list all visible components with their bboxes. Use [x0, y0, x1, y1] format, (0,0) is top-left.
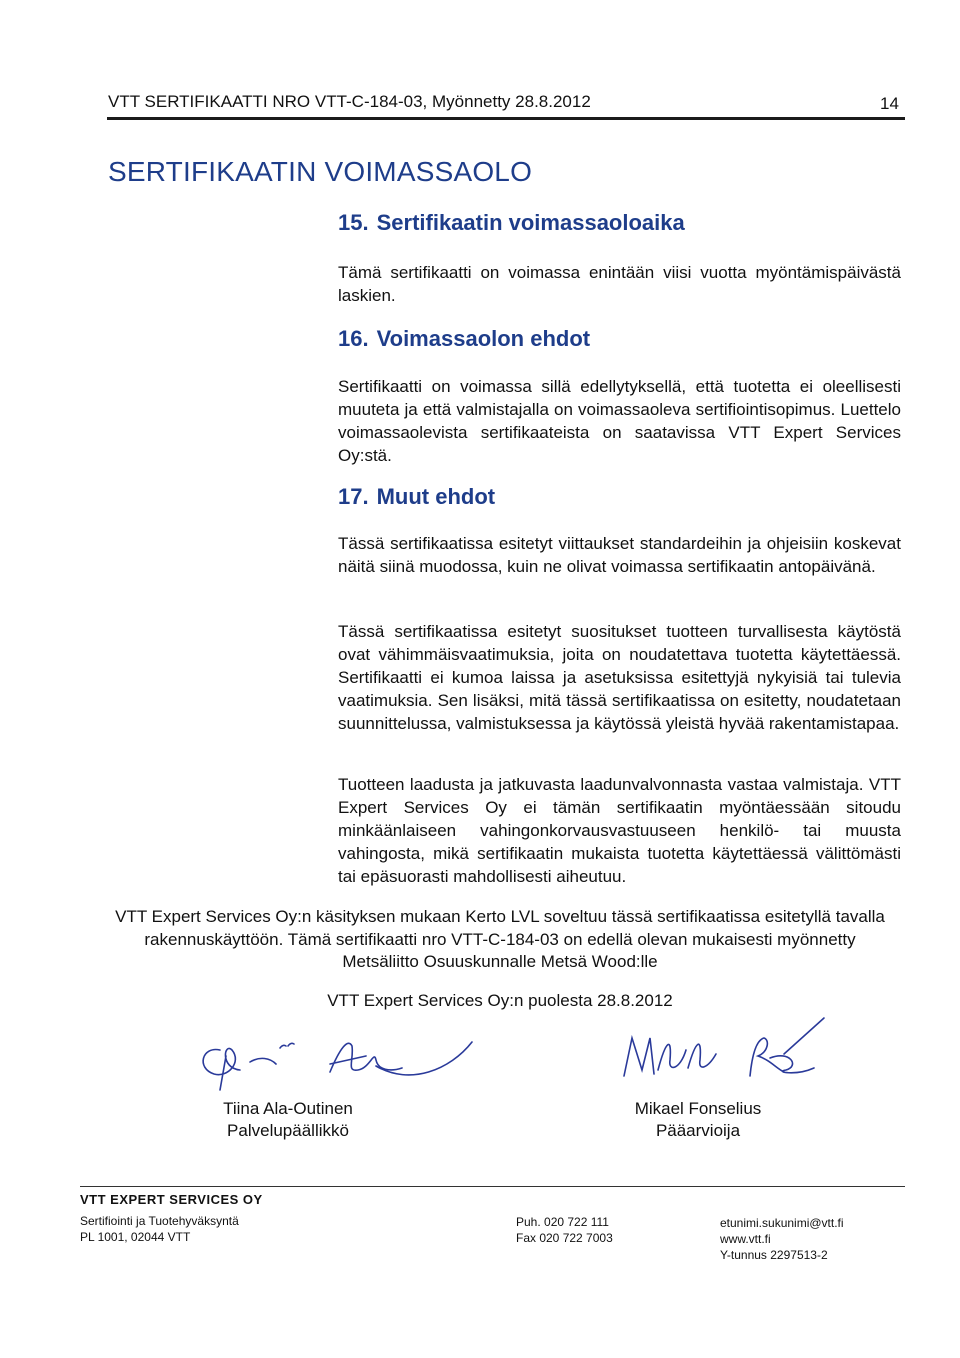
statement-line-3: Metsäliitto Osuuskunnalle Metsä Wood:lle — [342, 952, 658, 971]
footer-business-id: Y-tunnus 2297513-2 — [720, 1248, 828, 1262]
section-title: Sertifikaatin voimassaoloaika — [376, 210, 685, 235]
footer-unit: Sertifiointi ja Tuotehyväksyntä — [80, 1214, 239, 1228]
section-title: Voimassaolon ehdot — [376, 326, 591, 351]
section-15-paragraph: Tämä sertifikaatti on voimassa enintään viisi vuotta myöntämispäivästä laskien. — [338, 263, 901, 305]
section-number: 15. — [338, 210, 369, 235]
footer-company-name: VTT EXPERT SERVICES OY — [80, 1192, 263, 1207]
footer-email: etunimi.sukunimi@vtt.fi — [720, 1216, 844, 1230]
section-15-heading — [338, 210, 685, 236]
section-number: 17. — [338, 484, 369, 509]
signature-right-image — [600, 1010, 840, 1090]
section-17-paragraph-2: Tässä sertifikaatissa esitetyt suositukset tuotteen turvallisesta käytöstä ovat vähimmäisvaatimuksia, joita on noudatettava tuotetta käytettäessä. Sertifikaatti ei kumoa laissa ja asetuksissa esitettyjä nykyisiä tai tulevia vaatimuksia. Sen lisäksi, mitä tässä sertifikaatissa on esitetty, noudatetaan suunnittelussa, valmistuksessa ja käytössä yleistä hyvää rakentamistapaa. — [338, 622, 901, 733]
page-number: 14 — [880, 94, 899, 113]
footer-address: PL 1001, 02044 VTT — [80, 1230, 191, 1244]
signatory-left-role: Palvelupäällikkö — [227, 1121, 349, 1140]
footer-divider — [80, 1186, 905, 1187]
section-16-paragraph: Sertifikaatti on voimassa sillä edellytyksellä, että tuotetta ei oleellisesti muuteta ja että valmistajalla on voimassaoleva sertifiointisopimus. Luettelo voimassaolevista sertifikaateista on saatavissa VTT Expert Services Oy:stä. — [338, 377, 901, 465]
signatory-right-name: Mikael Fonselius — [634, 1099, 762, 1118]
signature-left-image — [180, 1020, 500, 1090]
section-17-paragraph-1: Tässä sertifikaatissa esitetyt viittaukset standardeihin ja ohjeisiin koskevat näitä siinä muodossa, kuin ne olivat voimassa sertifikaatin antopäivänä. — [338, 534, 901, 576]
on-behalf-line: VTT Expert Services Oy:n puolesta 28.8.2012 — [327, 991, 673, 1010]
signatory-right-role: Pääarvioija — [655, 1121, 741, 1140]
section-17-heading — [338, 484, 495, 510]
statement-line-2: rakennuskäyttöön. Tämä sertifikaatti nro VTT-C-184-03 on edellä olevan mukaisesti myönnetty — [144, 930, 856, 949]
footer-fax: Fax 020 722 7003 — [516, 1231, 613, 1245]
signatory-left-name: Tiina Ala-Outinen — [223, 1099, 353, 1118]
section-title: Muut ehdot — [376, 484, 496, 509]
statement-line-1: VTT Expert Services Oy:n käsityksen mukaan Kerto LVL soveltuu tässä sertifikaatissa esitetyllä tavalla — [115, 907, 885, 926]
section-number: 16. — [338, 326, 369, 351]
footer-phone: Puh. 020 722 111 — [516, 1215, 609, 1229]
section-17-paragraph-3: Tuotteen laadusta ja jatkuvasta laadunvalvonnasta vastaa valmistaja. VTT Expert Services Oy ei tämän sertifikaatin myöntäessään sitoudu minkäänlaiseen vahingonkorvausvastuuseen henkilö- tai muusta vahingosta, mikä sertifikaatin mukaista tuotetta käytettäessä välittömästi tai epäsuorasti mahdollisesti aiheutuu. — [338, 775, 901, 886]
page-title: SERTIFIKAATIN VOIMASSAOLO — [108, 156, 533, 187]
header-title: VTT SERTIFIKAATTI NRO VTT-C-184-03, Myönnetty 28.8.2012 — [108, 92, 591, 111]
section-16-heading — [338, 326, 590, 352]
footer-web: www.vtt.fi — [720, 1232, 771, 1246]
header-divider — [107, 117, 905, 120]
